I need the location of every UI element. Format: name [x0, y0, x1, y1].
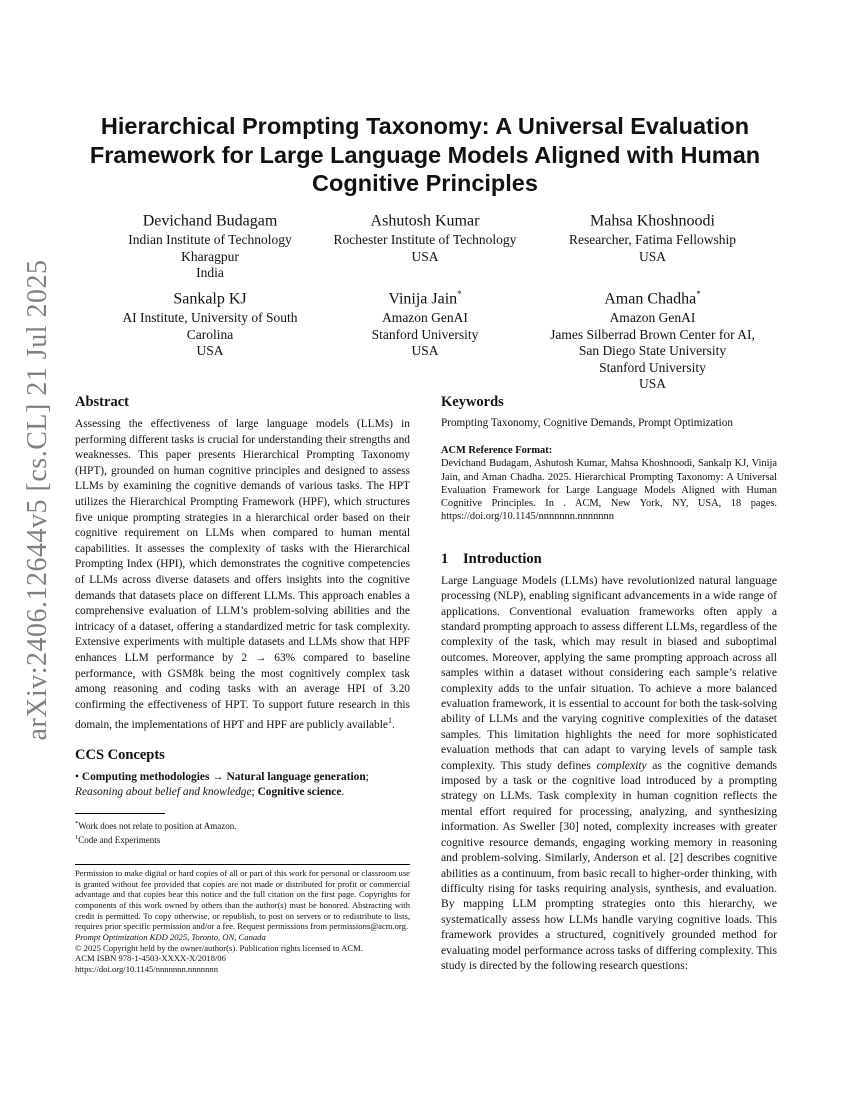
- author-affiliation: USA: [196, 343, 224, 359]
- author-name: Devichand Budagam: [142, 212, 278, 230]
- author-block: [100, 206, 320, 282]
- abstract-heading: Abstract: [75, 394, 129, 410]
- author-name: Sankalp KJ: [173, 290, 247, 308]
- permission-notice: Permission to make digital or hard copies of all or part of this work for personal or classroom use is granted without fee provided that copies are not made or distributed for profit or commercial advantage and that copies bear this notice and the full citation on the first page. Copyrights for components of this work owned by others than the author(s) must be honored. Abstracting with credit is permitted. To copy otherwise, or republish, to post on servers or to redistribute to lists, requires prior specific permission and/or a fee. Request permissions from permissions@acm.org.: [75, 867, 410, 932]
- footnote-rule: [75, 813, 165, 814]
- introduction-text: Large Language Models (LLMs) have revolutionized natural language processing (NLP), enabling significant advancements in a wide range of applications. Conventional evaluation frameworks often apply a standard prompting approach to assess different LLMs, regardless of the complexity of the task, which may result in biased and suboptimal outcomes. Moreover, applying the same prompting approach across all samples within a dataset without considering each sample’s relative complexity adds to the unfair situation. To achieve a more balanced evaluation framework, it is essential to account for both the task-solving ability of LLMs and the varying cognitive complexities of the dataset samples. This limitation highlights the need for more sophisticated evaluation methods that can adapt to varying levels of sample task complexity. This study defines complexity as the cognitive demands imposed by a task or the cognitive load introduced by a prompting strategy on LLMs. Task complexity in human cognition reflects the mental effort required for processing, analyzing, and synthesizing information. As Sweller [30] noted, complexity increases with greater cognitive resource demands, engaging working memory in reasoning and problem-solving. Similarly, Anderson et al. [2] describes cognitive abilities as a continuum, from basic recall to higher-order thinking, with difficulty rising for tasks requiring analysis, synthesis, and evaluation. By mapping LLM prompting strategies onto this hierarchy, we systematically assess how LLMs handle varying cognitive loads. This framework provides a structured, cognitively grounded method for evaluating model performance across tasks of differing complexity. This study is directed by the following research questions:: [441, 573, 778, 972]
- author-block: [535, 284, 770, 393]
- author-name: Aman Chadha*: [604, 289, 701, 308]
- acm-reference-heading: ACM Reference Format:: [441, 445, 553, 457]
- ccs-heading: CCS Concepts: [75, 746, 165, 763]
- footnote: $^1$Code and Experiments: [75, 833, 161, 845]
- author-block: [100, 284, 320, 360]
- arxiv-identifier: [20, 259, 56, 741]
- author-name: Ashutosh Kumar: [370, 212, 480, 230]
- footnote-ref[interactable]: 1: [387, 716, 392, 726]
- author-affiliation: San Diego State University: [578, 343, 727, 359]
- author-affiliation: AI Institute, University of South: [122, 310, 298, 326]
- author-affiliation: James Silberrad Brown Center for AI,: [550, 326, 755, 342]
- author-affiliation: Rochester Institute of Technology: [333, 232, 517, 248]
- author-affiliation: India: [196, 265, 224, 281]
- author-block: [315, 284, 535, 360]
- author-affiliation: Amazon GenAI: [609, 310, 696, 326]
- left-column: [75, 393, 410, 975]
- author-name: Mahsa Khoshnoodi: [590, 212, 715, 230]
- paper-title: Hierarchical Prompting Taxonomy: A Universal Evaluation Framework for Large Language Models Aligned with Human Cognitive Principles: [89, 113, 761, 196]
- footnote: *Work does not relate to position at Amazon.: [75, 819, 237, 831]
- author-affiliation: USA: [411, 248, 439, 264]
- arxiv-identifier-text: arXiv:2406.12644v5 [cs.CL] 21 Jul 2025: [22, 259, 53, 741]
- isbn-line: ACM ISBN 978-1-4503-XXXX-X/2018/06: [75, 953, 226, 964]
- acm-reference-text: Devichand Budagam, Ashutosh Kumar, Mahsa Khoshnoodi, Sankalp KJ, Vinija Jain, and Aman Chadha. 2025. Hierarchical Prompting Taxonomy: A Universal Evaluation Framework for Large Language Models Aligned with Human Cognitive Principles. In . ACM, New York, NY, USA, 18 pages. https://doi.org/10.1145/nnnnnnn.nnnnnnn: [441, 458, 777, 523]
- abstract-text: Assessing the effectiveness of large language models (LLMs) in performing different tasks is crucial for understanding their strengths and weaknesses. This paper presents Hierarchical Prompting Taxonomy (HPT), grounded on human cognitive principles and designed to assess LLMs by examining the cognitive demands of various tasks. The HPT utilizes the Hierarchical Prompting Framework (HPF), which structures five unique prompting strategies in a hierarchical order based on their cognitive requirement on LLMs when compared to human mental capabilities. It assesses the complexity of tasks with the Hierarchical Prompting Index (HPI), which demonstrates the cognitive competencies of LLMs across diverse datasets and offers insights into the cognitive demands that datasets place on different LLMs. This approach enables a comprehensive evaluation of LLM’s problem-solving abilities and the intricacy of a dataset, offering a standardized metric for task complexity. Extensive experiments with multiple datasets and LLMs show that HPF enhances LLM performance by 2 → 63% compared to baseline performance, with GSM8k being the most cognitively complex task among reasoning and coding tasks with an average HPI of 3.20 confirming the effectiveness of HPT. To support future research in this domain, the implementations of HPT and HPF are publicly available$^1$.: [75, 418, 410, 732]
- conference-info: Prompt Optimization KDD 2025, Toronto, ON, Canada: [75, 932, 266, 943]
- author-affiliation: Researcher, Fatima Fellowship: [568, 232, 737, 248]
- ccs-concepts: • Computing methodologies → Natural language generation; Reasoning about belief and knowledge; Cognitive science.: [75, 770, 369, 799]
- keywords-text: Prompting Taxonomy, Cognitive Demands, Prompt Optimization: [441, 417, 733, 429]
- author-name: Vinija Jain*: [388, 289, 462, 308]
- author-affiliation: Kharagpur: [181, 248, 239, 264]
- copyright-line: © 2025 Copyright held by the owner/author(s). Publication rights licensed to ACM.: [75, 942, 363, 953]
- doi-link[interactable]: https://doi.org/10.1145/nnnnnnn.nnnnnnn: [75, 964, 218, 975]
- author-block: [535, 206, 770, 265]
- author-affiliation: USA: [411, 343, 439, 359]
- author-affiliation: Stanford University: [599, 359, 706, 375]
- keywords-heading: Keywords: [441, 394, 504, 410]
- author-block: [315, 206, 535, 265]
- right-column: [441, 393, 777, 973]
- permission-rule: [75, 864, 410, 865]
- author-affiliation: Amazon GenAI: [382, 310, 468, 326]
- introduction-heading: 1 Introduction: [441, 550, 542, 567]
- author-affiliation: Stanford University: [371, 326, 479, 342]
- author-affiliation: USA: [638, 376, 666, 392]
- author-affiliation: Indian Institute of Technology: [128, 232, 292, 248]
- author-affiliation: USA: [638, 248, 666, 264]
- author-affiliation: Carolina: [186, 326, 234, 342]
